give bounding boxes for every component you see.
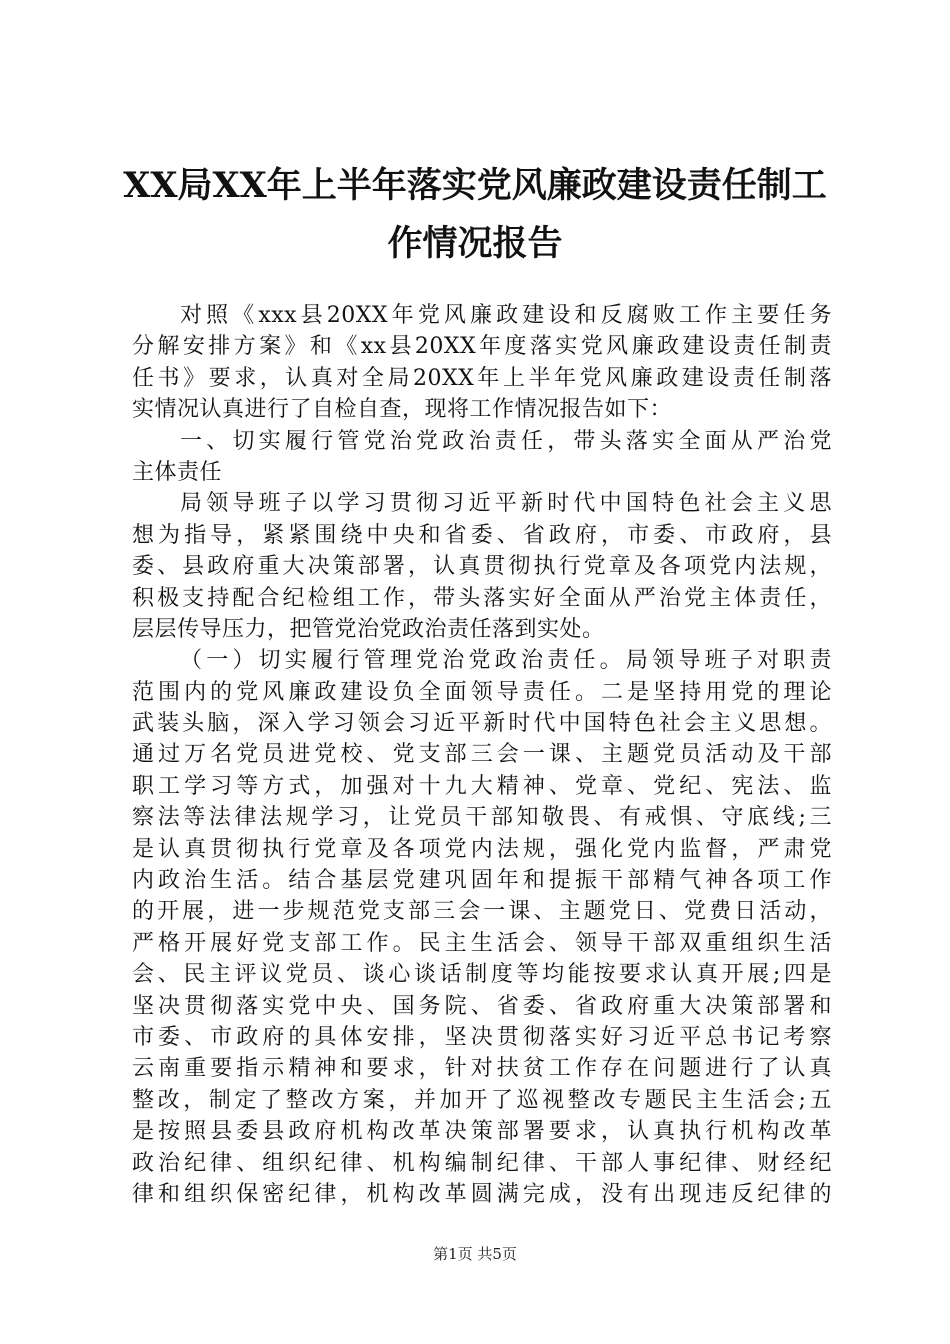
body-line: 坚决贯彻落实党中央、国务院、省委、省政府重大决策部署和 — [132, 993, 832, 1019]
page-number-footer: 第1页 共5页 — [433, 1245, 517, 1263]
document-title-line-2: 作情况报告 — [387, 223, 563, 264]
body-line: 层层传导压力，把管党治党政治责任落到实处。 — [132, 616, 605, 642]
body-line: 是按照县委县政府机构改革决策部署要求，认真执行机构改革 — [132, 1119, 832, 1145]
body-line: 整改，制定了整改方案，并加开了巡视整改专题民主生活会;五 — [132, 1087, 832, 1113]
body-line: 政治纪律、组织纪律、机构编制纪律、干部人事纪律、财经纪 — [132, 1150, 832, 1176]
body-line: 实情况认真进行了自检自查，现将工作情况报告如下： — [132, 397, 673, 423]
body-line: 市委、市政府的具体安排，坚决贯彻落实好习近平总书记考察 — [132, 1024, 832, 1050]
body-line: 通过万名党员进党校、党支部三会一课、主题党员活动及干部 — [132, 742, 832, 768]
body-line: 分解安排方案》和《xx县20XX年度落实党风廉政建设责任制责 — [132, 334, 832, 360]
document-body — [132, 300, 832, 1210]
body-line: 的开展，进一步规范党支部三会一课、主题党日、党费日活动， — [132, 899, 832, 925]
body-line: 对照《xxx县20XX年党风廉政建设和反腐败工作主要任务 — [180, 303, 832, 328]
body-line: 内政治生活。结合基层党建巩固年和提振干部精气神各项工作 — [132, 868, 832, 894]
body-line: 任书》要求，认真对全局20XX年上半年党风廉政建设责任制落 — [132, 365, 832, 391]
body-line: 委、县政府重大决策部署，认真贯彻执行党章及各项党内法规， — [132, 554, 832, 580]
body-line: 职工学习等方式，加强对十九大精神、党章、党纪、宪法、监 — [132, 773, 832, 799]
section-heading-line: 一、切实履行管党治党政治责任，带头落实全面从严治党 — [180, 428, 832, 454]
section-heading-line: 主体责任 — [132, 459, 223, 485]
body-line: （一）切实履行管理党治党政治责任。局领导班子对职责 — [180, 648, 832, 674]
body-line: 想为指导，紧紧围绕中央和省委、省政府，市委、市政府，县 — [132, 522, 832, 548]
body-line: 积极支持配合纪检组工作，带头落实好全面从严治党主体责任， — [132, 585, 832, 611]
body-line: 是认真贯彻执行党章及各项党内法规，强化党内监督，严肃党 — [132, 836, 832, 862]
body-line: 察法等法律法规学习，让党员干部知敬畏、有戒惧、守底线;三 — [132, 805, 832, 831]
body-line: 会、民主评议党员、谈心谈话制度等均能按要求认真开展;四是 — [132, 962, 832, 988]
body-line: 云南重要指示精神和要求，针对扶贫工作存在问题进行了认真 — [132, 1056, 832, 1082]
body-line: 严格开展好党支部工作。民主生活会、领导干部双重组织生活 — [132, 930, 832, 956]
document-title-line-1: XX局XX年上半年落实党风廉政建设责任制工 — [123, 165, 827, 206]
body-line: 局领导班子以学习贯彻习近平新时代中国特色社会主义思 — [180, 491, 832, 517]
body-line: 范围内的党风廉政建设负全面领导责任。二是坚持用党的理论 — [132, 679, 832, 705]
body-line: 武装头脑，深入学习领会习近平新时代中国特色社会主义思想。 — [132, 711, 832, 737]
body-line: 律和组织保密纪律，机构改革圆满完成，没有出现违反纪律的 — [132, 1181, 832, 1207]
